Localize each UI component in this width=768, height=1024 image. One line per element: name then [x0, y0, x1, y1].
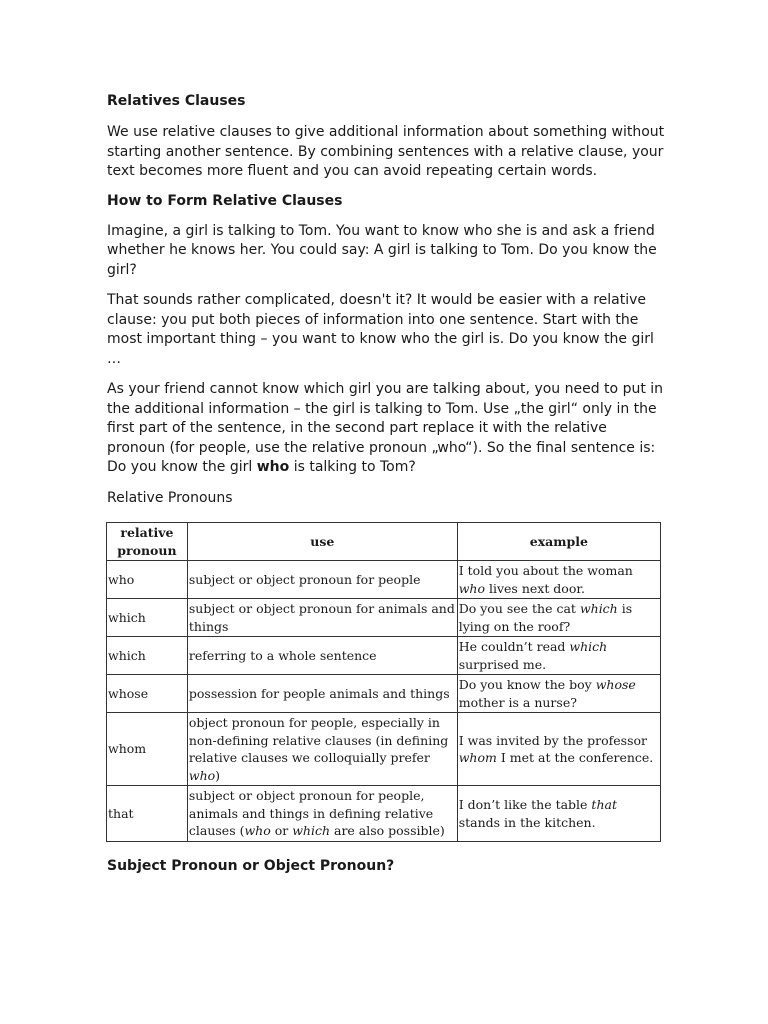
table-header-row	[107, 523, 661, 561]
cell-use	[187, 786, 457, 842]
use-text-end: )	[215, 767, 221, 783]
intro-paragraph: We use relative clauses to give additional information about something without starting another sentence. By combining sentences with a relative clause, your text becomes more fluent and you can avoid repeating certain words.	[107, 124, 665, 179]
example-pronoun: who	[458, 580, 485, 596]
paragraph-text: As your friend cannot know which girl you are talking about, you need to put in the additional information – the girl is talking to Tom. Use „the girl“ only in the first part of the sentence, in the second part replace it with the relative pronoun (for people, use the relative pronoun „who“). So the final sentence is: Do you know the girl	[107, 381, 664, 475]
example-text: He couldn’t read	[458, 639, 570, 654]
use-pronoun-which: which	[292, 823, 331, 839]
paragraph-complicated: That sounds rather complicated, doesn't it? It would be easier with a relative clause: you put both pieces of information into one sentence. Start with the most important thing – you want to know who the girl is. Do you know the girl …	[107, 292, 654, 367]
table-row	[107, 637, 661, 675]
cell-use	[187, 713, 457, 786]
example-text: I told you about the woman	[458, 563, 633, 578]
relative-pronouns-table	[106, 522, 661, 842]
table-row	[107, 713, 661, 786]
cell-use: subject or object pronoun for people	[187, 561, 457, 599]
header-use: use	[187, 523, 457, 561]
table-row	[107, 599, 661, 637]
example-text-end: stands in the kitchen.	[458, 814, 596, 830]
cell-example	[457, 786, 660, 842]
document-title: Relatives Clauses	[107, 93, 246, 109]
use-text-mid: or	[270, 823, 293, 839]
cell-pronoun: that	[107, 786, 188, 842]
example-text: I was invited by the professor	[458, 732, 648, 748]
example-text: Do you see the cat	[458, 601, 580, 616]
use-text: object pronoun for people, especially in non-defining relative clauses (in defining relative clauses we colloquially prefer	[188, 715, 449, 765]
table-row	[107, 675, 661, 713]
example-text-end: surprised me.	[458, 656, 547, 672]
cell-pronoun: whose	[107, 675, 188, 713]
cell-pronoun: who	[107, 561, 188, 599]
use-pronoun: who	[188, 767, 216, 783]
paragraph-final-sentence	[107, 380, 667, 478]
use-text-end: are also possible)	[330, 823, 445, 839]
cell-pronoun: which	[107, 637, 188, 675]
cell-example	[457, 713, 660, 786]
document-page	[107, 88, 667, 876]
paragraph-imagine: Imagine, a girl is talking to Tom. You want to know who she is and ask a friend whether he knows her. You could say: A girl is talking to Tom. Do you know the girl?	[107, 222, 657, 278]
section-heading-form: How to Form Relative Clauses	[107, 192, 343, 209]
table-caption: Relative Pronouns	[107, 489, 233, 506]
example-text-end: I met at the conference.	[496, 750, 654, 765]
use-text: subject or object pronoun for people, animals and things in defining relative clauses (	[188, 788, 434, 839]
example-text-end: lives next door.	[485, 580, 585, 596]
header-relative-pronoun: relative pronoun	[107, 523, 188, 561]
header-example: example	[457, 523, 660, 561]
cell-example	[457, 675, 660, 713]
example-text: I don’t like the table	[458, 797, 592, 812]
paragraph-text-end: is talking to Tom?	[289, 459, 416, 475]
cell-use: subject or object pronoun for animals and things	[187, 599, 457, 637]
cell-use: possession for people animals and things	[187, 675, 457, 713]
cell-example	[457, 637, 660, 675]
cell-example	[457, 599, 660, 637]
example-text-end: mother is a nurse?	[458, 694, 577, 710]
example-text: Do you know the boy	[458, 677, 596, 692]
example-pronoun: whom	[458, 750, 497, 765]
example-pronoun: whose	[595, 677, 636, 692]
table-row	[107, 786, 661, 842]
cell-pronoun: which	[107, 599, 188, 637]
use-pronoun-who: who	[244, 823, 271, 839]
example-pronoun: that	[591, 797, 617, 812]
bold-who: who	[256, 459, 290, 475]
cell-pronoun: whom	[107, 713, 188, 786]
cell-example	[457, 561, 660, 599]
example-pronoun: which	[569, 639, 608, 654]
example-text-end: is lying on the roof?	[458, 601, 633, 634]
table-row	[107, 561, 661, 599]
cell-use: referring to a whole sentence	[187, 637, 457, 675]
example-pronoun: which	[579, 601, 618, 616]
section-heading-subject-object: Subject Pronoun or Object Pronoun?	[107, 858, 395, 874]
